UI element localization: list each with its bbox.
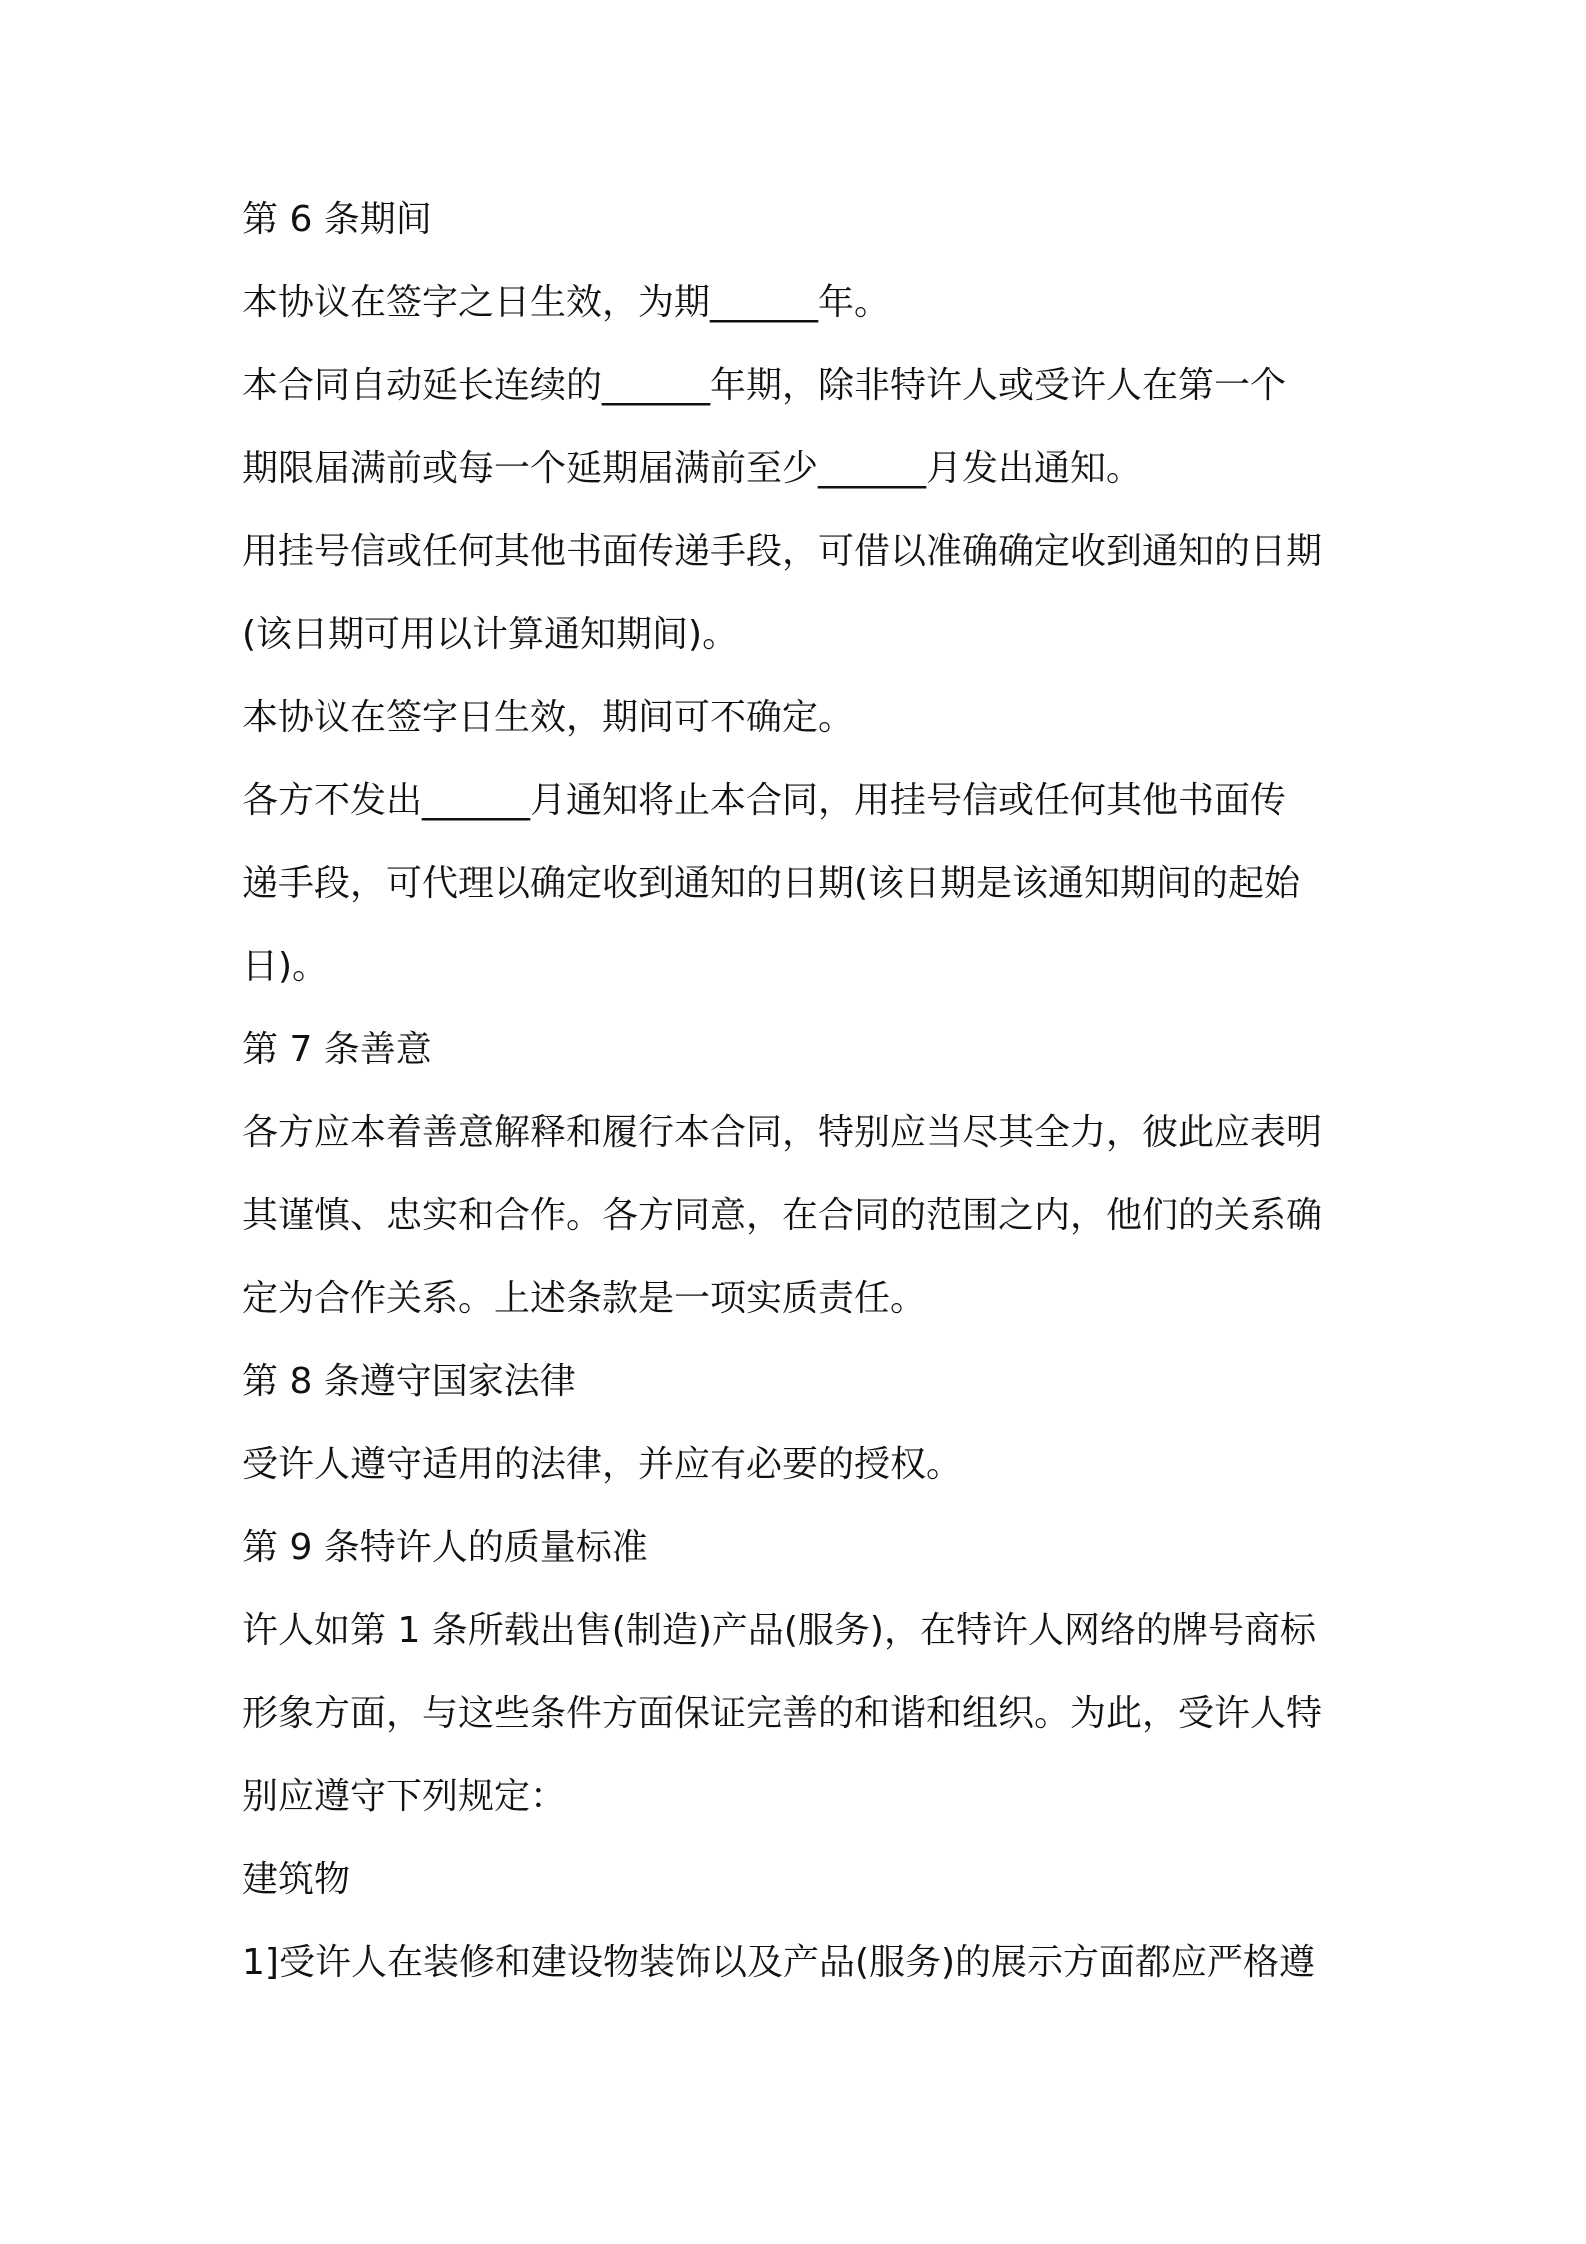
- article-7-paragraph-line-2: 其谨慎、忠实和合作。各方同意，在合同的范围之内，他们的关系确: [242, 1195, 1323, 1236]
- article-9-heading: 第 9 条特许人的质量标准: [242, 1527, 648, 1568]
- article-9-paragraph-line-1: 许人如第 1 条所载出售(制造)产品(服务)，在特许人网络的牌号商标: [242, 1610, 1316, 1651]
- article-6-paragraph-3-line-2: (该日期可用以计算通知期间)。: [242, 614, 739, 655]
- article-6-paragraph-3-line-1: 用挂号信或任何其他书面传递手段，可借以准确确定收到通知的日期: [242, 531, 1323, 572]
- article-6-paragraph-4: 本协议在签字日生效，期间可不确定。: [242, 697, 855, 738]
- article-6-paragraph-2-line-1: 本合同自动延长连续的______年期，除非特许人或受许人在第一个: [242, 365, 1287, 406]
- article-7-paragraph-line-3: 定为合作关系。上述条款是一项实质责任。: [242, 1278, 927, 1319]
- article-6-paragraph-5-line-3: 日)。: [242, 946, 329, 987]
- article-6-paragraph-1: 本协议在签字之日生效，为期______年。: [242, 282, 891, 323]
- clause-1-line-1: 1]受许人在装修和建设物装饰以及产品(服务)的展示方面都应严格遵: [242, 1942, 1316, 1983]
- article-6-paragraph-5-line-1: 各方不发出______月通知将止本合同，用挂号信或任何其他书面传: [242, 780, 1287, 821]
- article-6-paragraph-2-line-2: 期限届满前或每一个延期届满前至少______月发出通知。: [242, 448, 1143, 489]
- article-9-paragraph-line-3: 别应遵守下列规定：: [242, 1776, 567, 1817]
- article-9-paragraph-line-2: 形象方面，与这些条件方面保证完善的和谐和组织。为此，受许人特: [242, 1693, 1323, 1734]
- article-8-heading: 第 8 条遵守国家法律: [242, 1361, 576, 1402]
- article-7-heading: 第 7 条善意: [242, 1029, 432, 1070]
- article-6-heading: 第 6 条期间: [242, 199, 432, 240]
- article-7-paragraph-line-1: 各方应本着善意解释和履行本合同，特别应当尽其全力，彼此应表明: [242, 1112, 1323, 1153]
- article-8-paragraph: 受许人遵守适用的法律，并应有必要的授权。: [242, 1444, 963, 1485]
- article-6-paragraph-5-line-2: 递手段，可代理以确定收到通知的日期(该日期是该通知期间的起始: [242, 863, 1301, 904]
- section-buildings-heading: 建筑物: [242, 1859, 351, 1900]
